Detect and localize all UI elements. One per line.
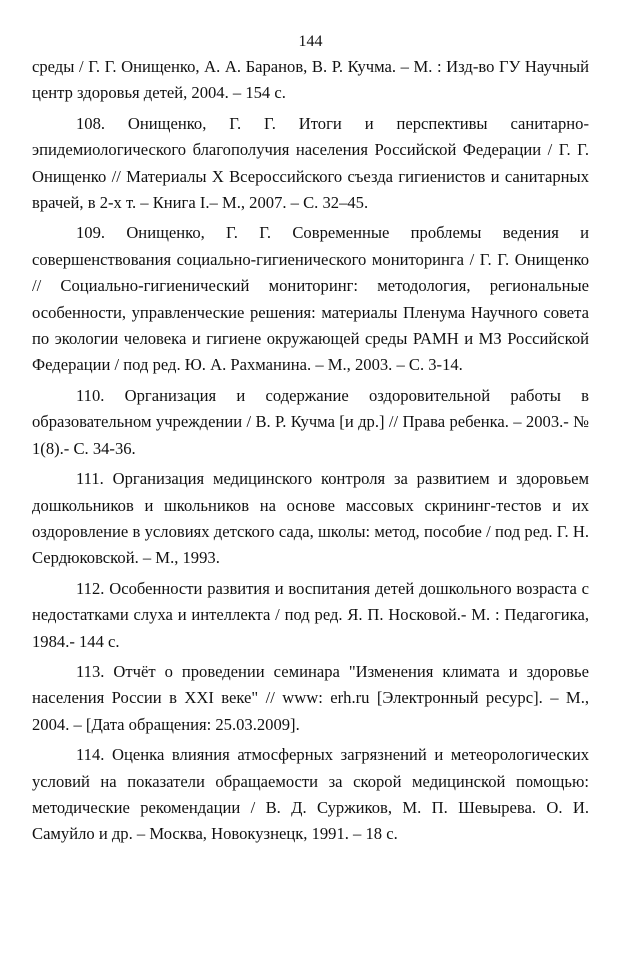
bibliography-list [32, 54, 589, 852]
bibliography-entry-110: 110. Организация и содержание оздоровительной работы в образовательном учреждении / В. Р. Кучма [и др.] // Права ребенка. – 2003.- № 1(8).- С. 34-36. [32, 385, 589, 458]
page-number: 144 [298, 33, 323, 50]
bibliography-entry-109: 109. Онищенко, Г. Г. Современные проблемы ведения и совершенствования социально-гигиенического мониторинга / Г. Г. Онищенко // Социально-гигиенический мониторинг: методология, региональные особенности, управленческие решения: материалы Пленума Научного совета по экологии человека и гигиене окружающей среды РАМН и МЗ Российской Федерации / под ред. Ю. А. Рахманина. – М., 2003. – С. 3-14. [32, 223, 589, 375]
bibliography-entry-113: 113. Отчёт о проведении семинара "Изменения климата и здоровье населения России в XXI веке" // www: erh.ru [Электронный ресурс]. – М., 2004. – [Дата обращения: 25.03.2009]. [32, 661, 589, 734]
bibliography-entry-112: 112. Особенности развития и воспитания детей дошкольного возраста с недостатками слуха и интеллекта / под ред. Я. П. Носковой.- М. : Педагогика, 1984.- 144 с. [32, 578, 589, 651]
bibliography-entry-continued: среды / Г. Г. Онищенко, А. А. Баранов, В. Р. Кучма. – М. : Изд-во ГУ Научный центр здоровья детей, 2004. – 154 с. [32, 57, 589, 103]
bibliography-entry-111: 111. Организация медицинского контроля за развитием и здоровьем дошкольников и школьников на основе массовых скрининг-тестов и их оздоровление в условиях детского сада, школы: метод, пособие / под ред. Г. Н. Сердюковской. – М., 1993. [32, 469, 589, 568]
bibliography-entry-114: 114. Оценка влияния атмосферных загрязнений и метеорологических условий на показатели обращаемости за скорой медицинской помощью: методические рекомендации / В. Д. Суржиков, М. П. Шевырева. О. И. Самуйло и др. – Москва, Новокузнецк, 1991. – 18 с. [32, 745, 589, 844]
bibliography-entry-108: 108. Онищенко, Г. Г. Итоги и перспективы санитарно-эпидемиологического благополучия населения Российской Федерации / Г. Г. Онищенко // Материалы X Всероссийского съезда гигиенистов и санитарных врачей, в 2-х т. – Книга I.– М., 2007. – С. 32–45. [32, 113, 589, 213]
